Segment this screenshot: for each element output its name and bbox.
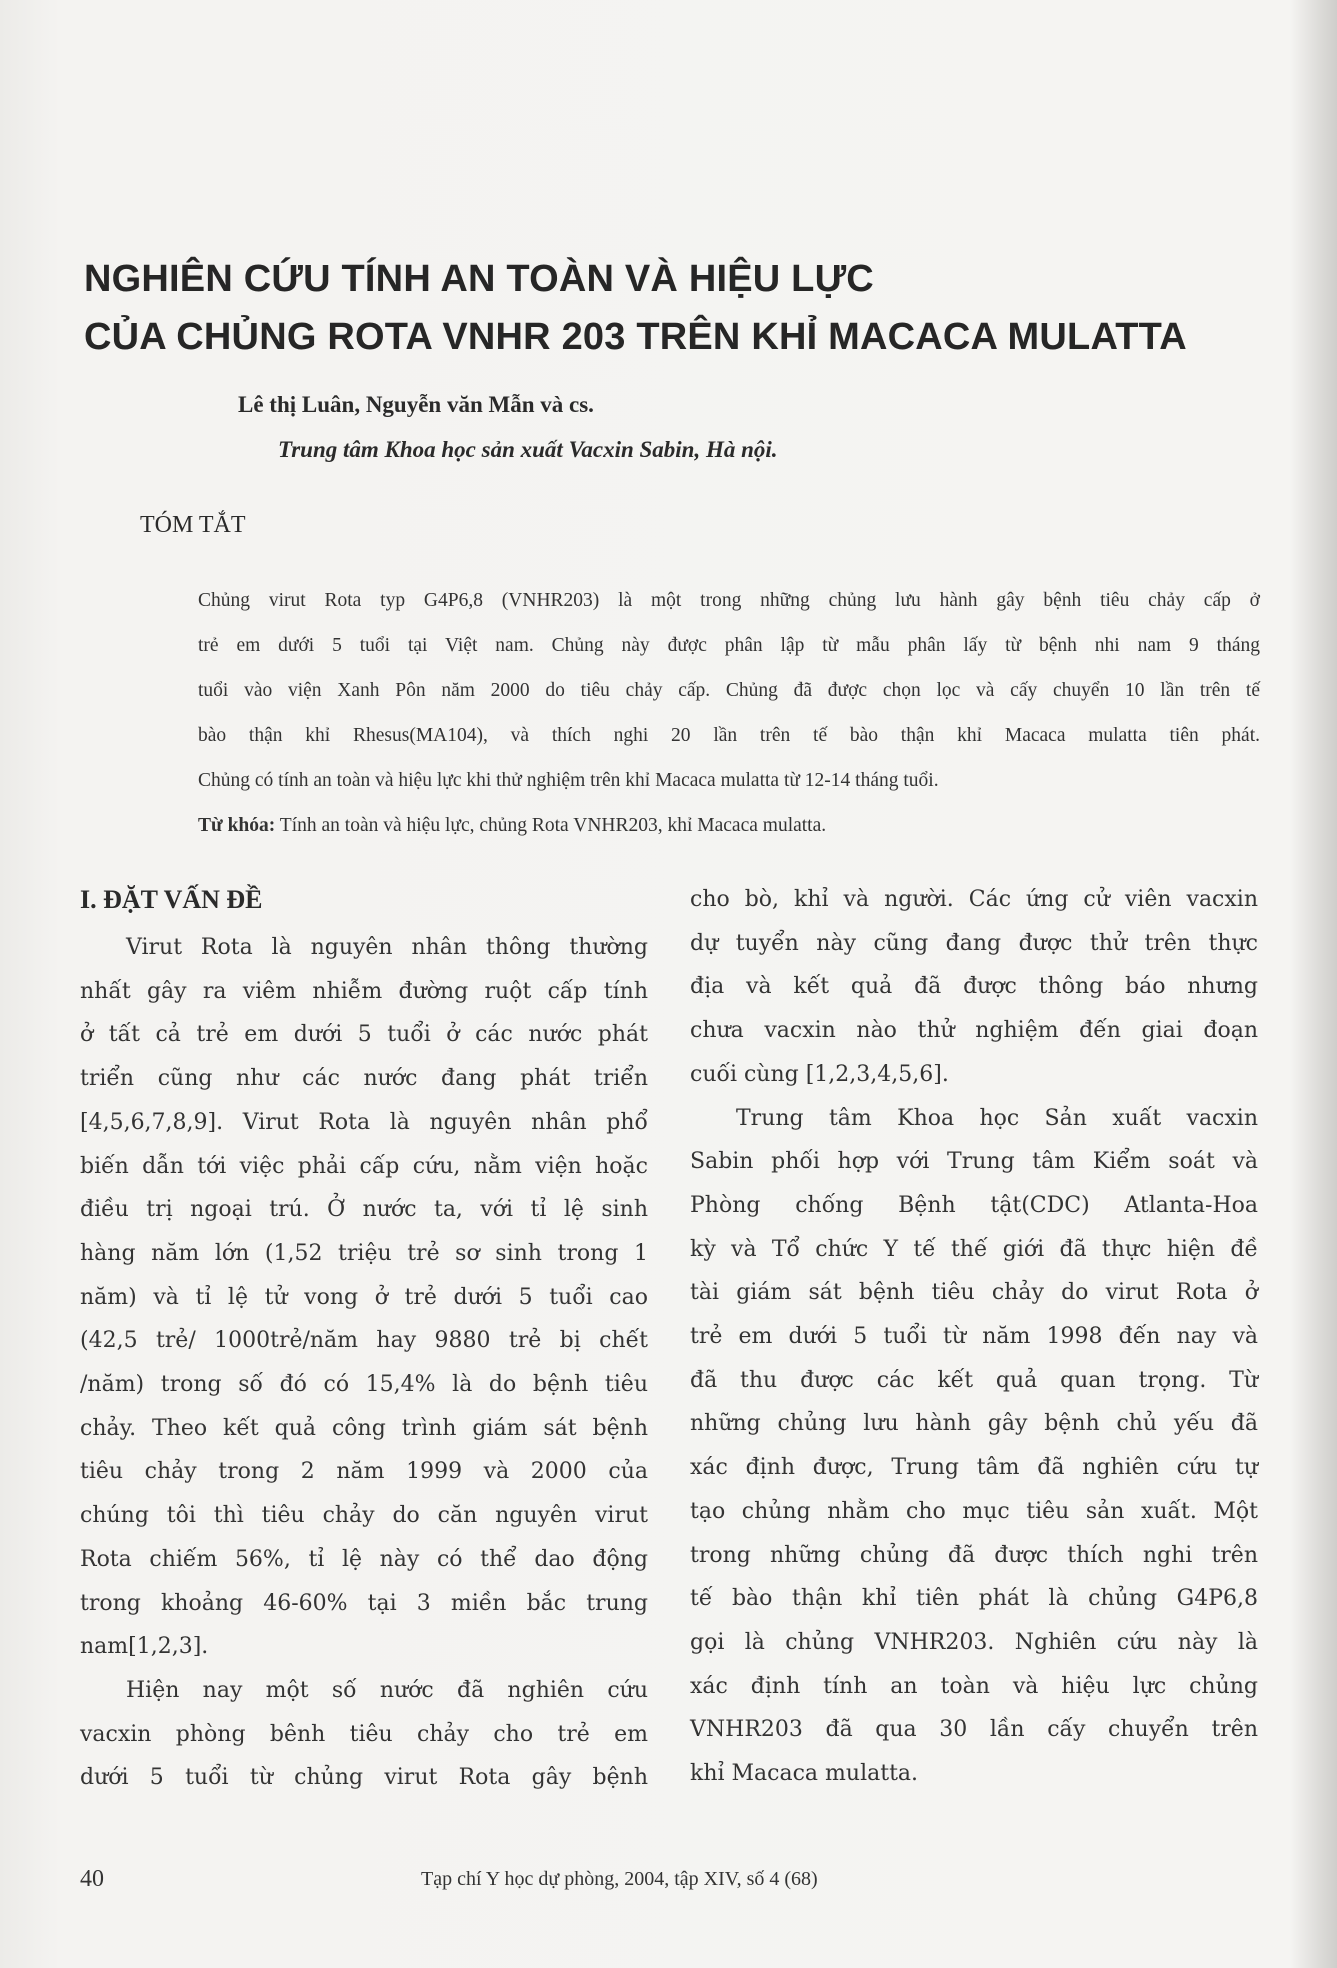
text-line: Phòng chống Bệnh tật(CDC) Atlanta-Hoa xyxy=(690,1192,1258,1218)
text-line: tiêu chảy trong 2 năm 1999 và 2000 của xyxy=(80,1459,648,1485)
title-line-2: CỦA CHỦNG ROTA VNHR 203 TRÊN KHỈ MACACA MULATTA xyxy=(84,316,1187,358)
journal-citation: Tạp chí Y học dự phòng, 2004, tập XIV, số 4 (68) xyxy=(421,1868,818,1890)
text-line: dưới 5 tuổi từ chủng virut Rota gây bệnh xyxy=(80,1765,648,1791)
text-line: xác định tính an toàn và hiệu lực chủng xyxy=(690,1673,1258,1699)
text-line: trong những chủng đã được thích nghi trên xyxy=(690,1542,1258,1568)
keywords xyxy=(198,803,1260,848)
text-line: Rota chiếm 56%, tỉ lệ này có thể dao động xyxy=(80,1546,648,1572)
paragraph xyxy=(80,926,648,1669)
article-title xyxy=(84,250,1187,366)
text-line: năm) và tỉ lệ tử vong ở trẻ dưới 5 tuổi cao xyxy=(80,1284,648,1310)
text-line: đã thu được các kết quả quan trọng. Từ xyxy=(690,1367,1258,1393)
paragraph xyxy=(690,878,1258,1097)
page-number: 40 xyxy=(80,1866,104,1892)
text-line: tạo chủng nhằm cho mục tiêu sản xuất. Một xyxy=(690,1498,1258,1524)
paragraph xyxy=(80,1669,648,1800)
text-line: tế bào thận khỉ tiên phát là chủng G4P6,8 xyxy=(690,1586,1258,1612)
abstract xyxy=(198,578,1260,848)
section-heading: I. ĐẶT VẤN ĐỀ xyxy=(80,885,263,914)
text-line: nhất gây ra viêm nhiễm đường ruột cấp tính xyxy=(80,978,648,1004)
abstract-line: tuổi vào viện Xanh Pôn năm 2000 do tiêu chảy cấp. Chủng đã được chọn lọc và cấy chuyển 10 lần trên tế xyxy=(198,680,1260,701)
text-line: kỳ và Tổ chức Y tế thế giới đã thực hiện đề xyxy=(690,1236,1258,1262)
text-line: xác định được, Trung tâm đã nghiên cứu tự xyxy=(690,1455,1258,1481)
text-line: địa và kết quả đã được thông báo nhưng xyxy=(690,974,1258,1000)
text-line: chưa vacxin nào thử nghiệm đến giai đoạn xyxy=(690,1018,1258,1044)
text-line: hàng năm lớn (1,52 triệu trẻ sơ sinh trong 1 xyxy=(80,1240,648,1266)
text-line: những chủng lưu hành gây bệnh chủ yếu đã xyxy=(690,1411,1258,1437)
keywords-text: Tính an toàn và hiệu lực, chủng Rota VNHR203, khỉ Macaca mulatta. xyxy=(275,815,827,836)
text-line: tài giám sát bệnh tiêu chảy do virut Rota ở xyxy=(690,1280,1258,1306)
text-line: (42,5 trẻ/ 1000trẻ/năm hay 9880 trẻ bị chết xyxy=(80,1328,648,1354)
text-line: dự tuyển này cũng đang được thử trên thực xyxy=(690,930,1258,956)
text-line: [4,5,6,7,8,9]. Virut Rota là nguyên nhân phổ xyxy=(80,1109,648,1135)
abstract-line: bào thận khỉ Rhesus(MA104), và thích nghi 20 lần trên tế bào thận khỉ Macaca mulatta tiên phát. xyxy=(198,725,1260,746)
abstract-line: trẻ em dưới 5 tuổi tại Việt nam. Chủng này được phân lập từ mẫu phân lấy từ bệnh nhi nam 9 tháng xyxy=(198,635,1260,656)
text-line: Sabin phối hợp với Trung tâm Kiểm soát và xyxy=(690,1149,1258,1175)
keywords-label: Từ khóa: xyxy=(198,815,276,836)
text-line: Trung tâm Khoa học Sản xuất vacxin xyxy=(736,1105,1258,1131)
text-line: trong khoảng 46-60% tại 3 miền bắc trung xyxy=(80,1590,648,1616)
text-line: ở tất cả trẻ em dưới 5 tuổi ở các nước phát xyxy=(80,1022,648,1048)
text-line: chảy. Theo kết quả công trình giám sát bệnh xyxy=(80,1415,648,1441)
affiliation: Trung tâm Khoa học sản xuất Vacxin Sabin, Hà nội. xyxy=(278,437,778,462)
text-line: biến dẫn tới việc phải cấp cứu, nằm viện hoặc xyxy=(80,1153,648,1179)
text-line: vacxin phòng bênh tiêu chảy cho trẻ em xyxy=(80,1721,648,1747)
text-line: Virut Rota là nguyên nhân thông thường xyxy=(126,935,648,960)
abstract-heading: TÓM TẮT xyxy=(140,512,246,538)
left-column xyxy=(80,878,648,1800)
text-line: điều trị ngoại trú. Ở nước ta, với tỉ lệ sinh xyxy=(80,1197,648,1223)
title-line-1: NGHIÊN CỨU TÍNH AN TOÀN VÀ HIỆU LỰC xyxy=(84,258,874,300)
text-line: chúng tôi thì tiêu chảy do căn nguyên virut xyxy=(80,1503,648,1529)
right-column xyxy=(690,878,1258,1796)
abstract-line: Chủng virut Rota typ G4P6,8 (VNHR203) là một trong những chủng lưu hành gây bệnh tiêu chảy cấp ở xyxy=(198,590,1260,611)
text-line: cuối cùng [1,2,3,4,5,6]. xyxy=(690,1061,949,1087)
authors: Lê thị Luân, Nguyễn văn Mẫn và cs. xyxy=(238,392,594,417)
text-line: /năm) trong số đó có 15,4% là do bệnh tiêu xyxy=(80,1372,648,1398)
text-line: khỉ Macaca mulatta. xyxy=(690,1761,919,1787)
text-line: gọi là chủng VNHR203. Nghiên cứu này là xyxy=(690,1629,1258,1655)
text-line: cho bò, khỉ và người. Các ứng cử viên vacxin xyxy=(690,887,1258,912)
abstract-line: Chủng có tính an toàn và hiệu lực khi thử nghiệm trên khỉ Macaca mulatta từ 12-14 tháng tuổi. xyxy=(198,770,939,791)
text-line: trẻ em dưới 5 tuổi từ năm 1998 đến nay và xyxy=(690,1324,1258,1350)
text-line: triển cũng như các nước đang phát triển xyxy=(80,1066,648,1092)
text-line: VNHR203 đã qua 30 lần cấy chuyển trên xyxy=(690,1717,1258,1743)
text-line: Hiện nay một số nước đã nghiên cứu xyxy=(126,1677,648,1703)
text-line: nam[1,2,3]. xyxy=(80,1634,209,1660)
paragraph xyxy=(690,1097,1258,1796)
